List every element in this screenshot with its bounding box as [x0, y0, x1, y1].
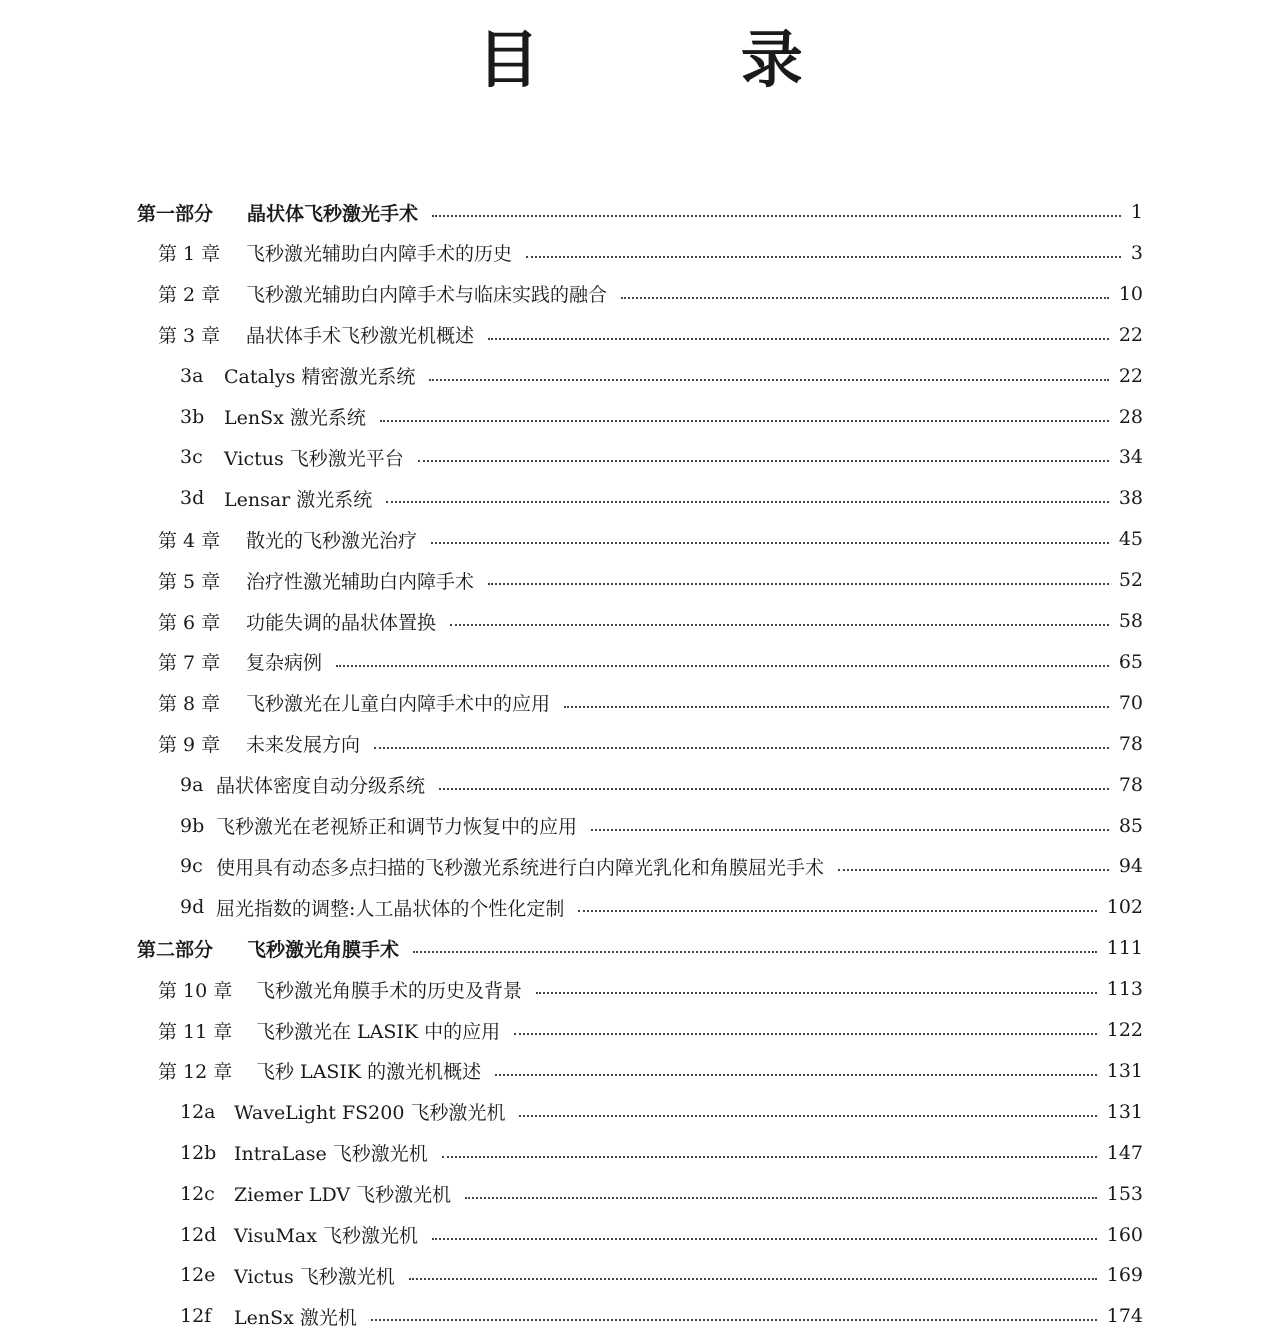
toc-chapter-entry[interactable]: [158, 969, 1143, 1009]
toc-entry-title: Victus 飞秒激光机: [234, 1265, 395, 1288]
toc-entry-number: 第 8 章: [158, 693, 221, 716]
toc-section-entry[interactable]: [180, 1255, 1143, 1295]
dot-leader: [526, 256, 1121, 258]
toc-entry-page-number: 52: [1118, 569, 1143, 592]
toc-section-entry[interactable]: [180, 1092, 1143, 1132]
toc-entry-title: 飞秒激光辅助白内障手术的历史: [246, 243, 513, 266]
dot-leader: [432, 1238, 1097, 1240]
toc-entry-page-number: 131: [1106, 1059, 1143, 1082]
toc-entry-title: WaveLight FS200 飞秒激光机: [234, 1102, 506, 1125]
toc-entry-title: 复杂病例: [246, 652, 323, 675]
toc-entry-page-number: 45: [1118, 528, 1143, 551]
toc-entry-page-number: 85: [1118, 814, 1143, 837]
toc-entry-number: 12f: [180, 1305, 212, 1328]
toc-entry-number: 9c: [180, 855, 203, 878]
toc-entry-number: 9d: [180, 896, 205, 919]
toc-entry-title: 屈光指数的调整:人工晶状体的个性化定制: [216, 897, 565, 920]
toc-entry-page-number: 10: [1118, 282, 1143, 305]
dot-leader: [380, 420, 1109, 422]
toc-entry-title: Ziemer LDV 飞秒激光机: [234, 1184, 452, 1207]
toc-entry-number: 12b: [180, 1141, 217, 1164]
toc-entry-page-number: 94: [1118, 855, 1143, 878]
toc-entry-title: 晶状体手术飞秒激光机概述: [246, 325, 475, 348]
toc-section-entry[interactable]: [180, 846, 1143, 886]
dot-leader: [450, 624, 1109, 626]
toc-entry-title: 晶状体密度自动分级系统: [216, 775, 426, 798]
toc-entry-number: 第 9 章: [158, 734, 221, 757]
toc-entry-page-number: 1: [1130, 201, 1143, 223]
dot-leader: [336, 665, 1109, 667]
toc-chapter-entry[interactable]: [158, 1051, 1143, 1091]
toc-entry-title: 功能失调的晶状体置换: [246, 611, 437, 634]
toc-entry-title: 飞秒激光在 LASIK 中的应用: [256, 1020, 501, 1043]
toc-entry-number: 3c: [180, 446, 203, 469]
toc-chapter-entry[interactable]: [158, 1010, 1143, 1050]
toc-entry-page-number: 70: [1118, 691, 1143, 714]
dot-leader: [413, 951, 1097, 953]
dot-leader: [432, 215, 1121, 217]
dot-leader: [536, 992, 1097, 994]
toc-entry-number: 第二部分: [137, 938, 214, 961]
dot-leader: [578, 910, 1096, 912]
toc-entry-page-number: 174: [1106, 1305, 1143, 1328]
toc-entry-number: 9a: [180, 773, 204, 796]
toc-section-entry[interactable]: [180, 1296, 1143, 1336]
toc-entry-page-number: 3: [1130, 241, 1143, 264]
toc-entry-page-number: 78: [1118, 732, 1143, 755]
toc-entry-title: IntraLase 飞秒激光机: [234, 1143, 428, 1166]
dot-leader: [488, 583, 1109, 585]
toc-entry-page-number: 38: [1118, 487, 1143, 510]
dot-leader: [442, 1156, 1097, 1158]
toc-entry-number: 第 12 章: [158, 1061, 233, 1084]
toc-section-entry[interactable]: [180, 887, 1143, 927]
dot-leader: [429, 379, 1108, 381]
dot-leader: [431, 542, 1109, 544]
toc-section-entry[interactable]: [180, 356, 1143, 396]
toc-entry-number: 第 3 章: [158, 325, 221, 348]
toc-entry-number: 3d: [180, 487, 205, 510]
toc-entry-title: 飞秒激光角膜手术: [247, 938, 400, 961]
toc-entry-number: 3b: [180, 405, 205, 428]
toc-entry-number: 第 4 章: [158, 529, 221, 552]
toc-entry-number: 9b: [180, 814, 205, 837]
toc-entry-number: 第 7 章: [158, 652, 221, 675]
toc-entry-page-number: 65: [1118, 650, 1143, 673]
toc-entry-page-number: 147: [1106, 1141, 1143, 1164]
toc-section-entry[interactable]: [180, 1215, 1143, 1255]
toc-entry-title: Lensar 激光系统: [224, 488, 373, 511]
toc-entry-page-number: 78: [1118, 773, 1143, 796]
toc-entry-title: 飞秒激光在儿童白内障手术中的应用: [246, 693, 551, 716]
toc-entry-title: VisuMax 飞秒激光机: [234, 1225, 418, 1247]
toc-entry-page-number: 102: [1106, 896, 1143, 919]
toc-chapter-entry[interactable]: [158, 315, 1143, 355]
toc-entry-page-number: 122: [1106, 1019, 1143, 1041]
toc-chapter-entry[interactable]: [158, 274, 1143, 314]
toc-entry-title: 使用具有动态多点扫描的飞秒激光系统进行白内障光乳化和角膜屈光手术: [216, 856, 825, 879]
toc-entry-number: 第 5 章: [158, 570, 221, 593]
toc-entry-number: 12e: [180, 1264, 216, 1287]
toc-section-entry[interactable]: [180, 1133, 1143, 1173]
toc-section-entry[interactable]: [180, 397, 1143, 437]
toc-chapter-entry[interactable]: [158, 642, 1143, 682]
toc-entry-title: LenSx 激光机: [234, 1306, 357, 1329]
toc-entry-number: 第 6 章: [158, 611, 221, 634]
toc-entry-title: 散光的飞秒激光治疗: [246, 529, 418, 552]
toc-part-entry[interactable]: [137, 192, 1143, 232]
toc-entry-title: 飞秒 LASIK 的激光机概述: [256, 1061, 482, 1084]
toc-entry-number: 12c: [180, 1182, 215, 1205]
toc-entry-number: 第 11 章: [158, 1020, 233, 1043]
toc-entry-title: Catalys 精密激光系统: [224, 366, 416, 389]
toc-chapter-entry[interactable]: [158, 724, 1143, 764]
dot-leader: [621, 297, 1109, 299]
toc-entry-number: 3a: [180, 364, 204, 387]
dot-leader: [495, 1074, 1097, 1076]
toc-entry-number: 第 10 章: [158, 979, 233, 1002]
dot-leader: [519, 1115, 1096, 1117]
toc-entry-number: 12d: [180, 1223, 217, 1246]
toc-entry-page-number: 34: [1118, 446, 1143, 469]
toc-entry-page-number: 113: [1106, 978, 1143, 1001]
dot-leader: [514, 1033, 1097, 1035]
toc-entry-page-number: 131: [1106, 1100, 1143, 1123]
toc-chapter-entry[interactable]: [158, 519, 1143, 559]
toc-entry-number: 第一部分: [137, 202, 214, 225]
dot-leader: [591, 829, 1109, 831]
dot-leader: [488, 338, 1109, 340]
toc-entry-number: 第 2 章: [158, 284, 221, 307]
toc-entry-title: Victus 飞秒激光平台: [224, 447, 404, 470]
dot-leader: [386, 501, 1109, 503]
toc-entry-title: LenSx 激光系统: [224, 407, 366, 429]
dot-leader: [564, 706, 1109, 708]
toc-chapter-entry[interactable]: [158, 683, 1143, 723]
toc-entry-title: 飞秒激光角膜手术的历史及背景: [256, 979, 523, 1002]
toc-entry-title: 晶状体飞秒激光手术: [247, 202, 419, 225]
toc-section-entry[interactable]: [180, 765, 1143, 805]
toc-entry-page-number: 22: [1118, 364, 1143, 387]
dot-leader: [409, 1278, 1097, 1280]
dot-leader: [371, 1319, 1097, 1321]
toc-entry-title: 未来发展方向: [246, 734, 361, 757]
toc-section-entry[interactable]: [180, 806, 1143, 846]
toc-entry-number: 第 1 章: [158, 243, 221, 266]
toc-entry-page-number: 28: [1118, 405, 1143, 428]
dot-leader: [465, 1197, 1097, 1199]
toc-chapter-entry[interactable]: [158, 233, 1143, 273]
toc-part-entry[interactable]: [137, 928, 1143, 968]
toc-entry-title: 飞秒激光在老视矫正和调节力恢复中的应用: [216, 816, 578, 838]
toc-chapter-entry[interactable]: [158, 560, 1143, 600]
toc-entry-page-number: 111: [1106, 937, 1143, 960]
dot-leader: [418, 460, 1109, 462]
toc-entry-page-number: 153: [1106, 1182, 1143, 1205]
dot-leader: [374, 747, 1109, 749]
toc-entry-page-number: 169: [1106, 1264, 1143, 1287]
toc-chapter-entry[interactable]: [158, 601, 1143, 641]
toc-entry-page-number: 22: [1118, 323, 1143, 346]
toc-section-entry[interactable]: [180, 1174, 1143, 1214]
toc-entry-number: 12a: [180, 1100, 216, 1123]
toc-entry-page-number: 160: [1106, 1223, 1143, 1246]
dot-leader: [838, 869, 1109, 871]
toc-section-entry[interactable]: [180, 437, 1143, 477]
toc-entry-page-number: 58: [1118, 610, 1143, 632]
dot-leader: [439, 788, 1109, 790]
toc-entry-title: 飞秒激光辅助白内障手术与临床实践的融合: [246, 284, 608, 307]
toc-section-entry[interactable]: [180, 478, 1143, 518]
page-title: 目 录: [477, 23, 893, 96]
toc-entry-title: 治疗性激光辅助白内障手术: [246, 570, 475, 593]
